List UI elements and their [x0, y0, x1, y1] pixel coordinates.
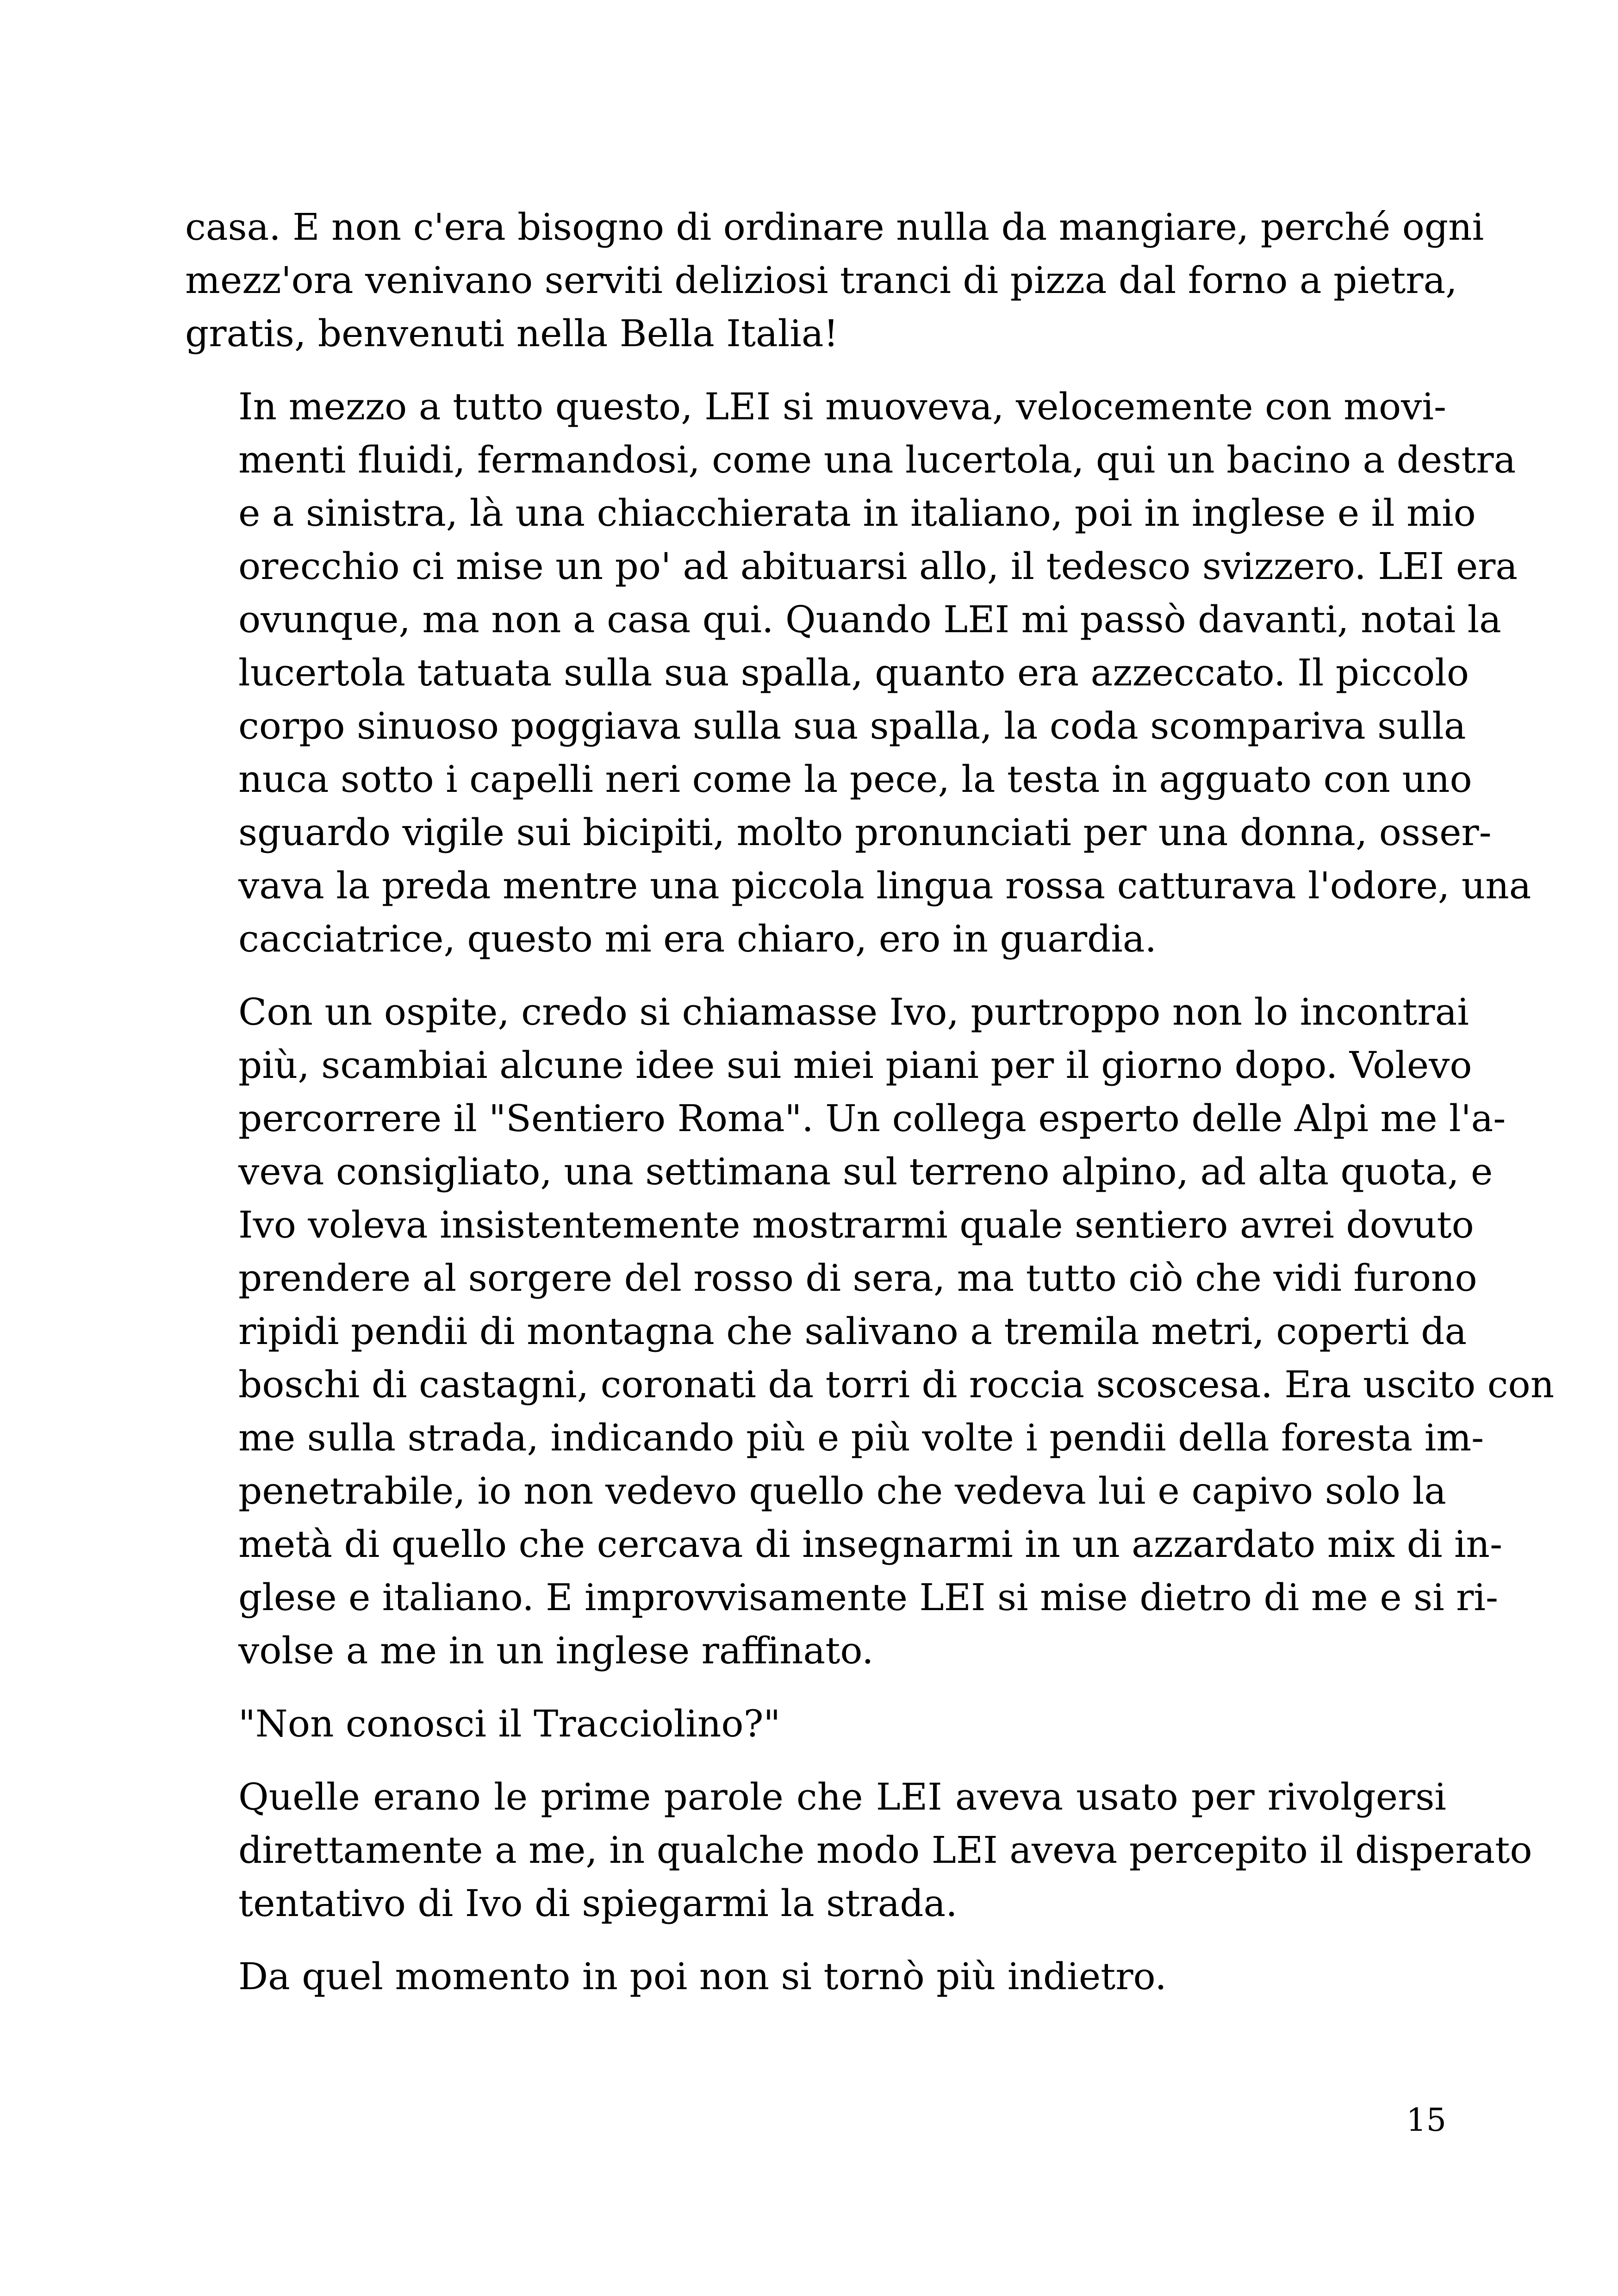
text-line: direttamente a me, in qualche modo LEI aveva percepito il disperato	[238, 1829, 1532, 1872]
paragraph-5	[185, 1770, 1532, 1930]
text-line: boschi di castagni, coronati da torri di roccia scoscesa. Era uscito con	[238, 1363, 1555, 1406]
paragraph-4	[185, 1697, 1446, 1750]
text-line: gratis, benvenuti nella Bella Italia!	[185, 312, 839, 355]
text-line: Da quel momento in poi non si tornò più indietro.	[238, 1955, 1167, 1998]
paragraph-6	[185, 1950, 1446, 2003]
text-line: veva consigliato, una settimana sul terreno alpino, ad alta quota, e	[238, 1150, 1493, 1193]
page-number: 15	[1406, 2102, 1446, 2139]
text-line: mezz'ora venivano serviti deliziosi tranci di pizza dal forno a pietra,	[185, 259, 1457, 302]
body-text	[185, 200, 1555, 2023]
text-line: metà di quello che cercava di insegnarmi in un azzardato mix di in-	[238, 1523, 1503, 1566]
text-line: volse a me in un inglese raffinato.	[238, 1629, 874, 1672]
paragraph-2	[185, 380, 1531, 965]
text-line: cacciatrice, questo mi era chiaro, ero in guardia.	[238, 917, 1157, 960]
text-line: ovunque, ma non a casa qui. Quando LEI mi passò davanti, notai la	[238, 598, 1501, 641]
text-line: tentativo di Ivo di spiegarmi la strada.	[238, 1882, 958, 1925]
text-line: corpo sinuoso poggiava sulla sua spalla, la coda scompariva sulla	[238, 704, 1466, 747]
text-line: lucertola tatuata sulla sua spalla, quanto era azzeccato. Il piccolo	[238, 651, 1469, 694]
text-line: me sulla strada, indicando più e più volte i pendii della foresta im-	[238, 1416, 1484, 1459]
text-line: sguardo vigile sui bicipiti, molto pronunciati per una donna, osser-	[238, 811, 1492, 854]
text-line: prendere al sorgere del rosso di sera, ma tutto ciò che vidi furono	[238, 1257, 1477, 1300]
text-line: orecchio ci mise un po' ad abituarsi allo, il tedesco svizzero. LEI era	[238, 545, 1518, 588]
text-line: In mezzo a tutto questo, LEI si muoveva, velocemente con movi-	[238, 385, 1446, 428]
text-line: Quelle erano le prime parole che LEI aveva usato per rivolgersi	[238, 1775, 1446, 1818]
text-line: glese e italiano. E improvvisamente LEI si mise dietro di me e si ri-	[238, 1576, 1499, 1619]
text-line: Ivo voleva insistentemente mostrarmi quale sentiero avrei dovuto	[238, 1203, 1474, 1246]
text-line: e a sinistra, là una chiacchierata in italiano, poi in inglese e il mio	[238, 492, 1476, 535]
text-line: Con un ospite, credo si chiamasse Ivo, purtroppo non lo incontrai	[238, 990, 1469, 1033]
text-line: vava la preda mentre una piccola lingua rossa catturava l'odore, una	[238, 864, 1531, 907]
text-line: "Non conosci il Tracciolino?"	[238, 1702, 781, 1745]
text-line: più, scambiai alcune idee sui miei piani per il giorno dopo. Volevo	[238, 1044, 1472, 1087]
text-line: casa. E non c'era bisogno di ordinare nulla da mangiare, perché ogni	[185, 205, 1484, 249]
text-line: menti fluidi, fermandosi, come una lucertola, qui un bacino a destra	[238, 438, 1516, 481]
text-line: nuca sotto i capelli neri come la pece, la testa in agguato con uno	[238, 758, 1472, 801]
text-line: penetrabile, io non vedevo quello che vedeva lui e capivo solo la	[238, 1469, 1446, 1512]
text-line: percorrere il "Sentiero Roma". Un collega esperto delle Alpi me l'a-	[238, 1097, 1506, 1140]
paragraph-3	[185, 985, 1555, 1677]
paragraph-1	[185, 200, 1484, 360]
text-line: ripidi pendii di montagna che salivano a tremila metri, coperti da	[238, 1310, 1467, 1353]
